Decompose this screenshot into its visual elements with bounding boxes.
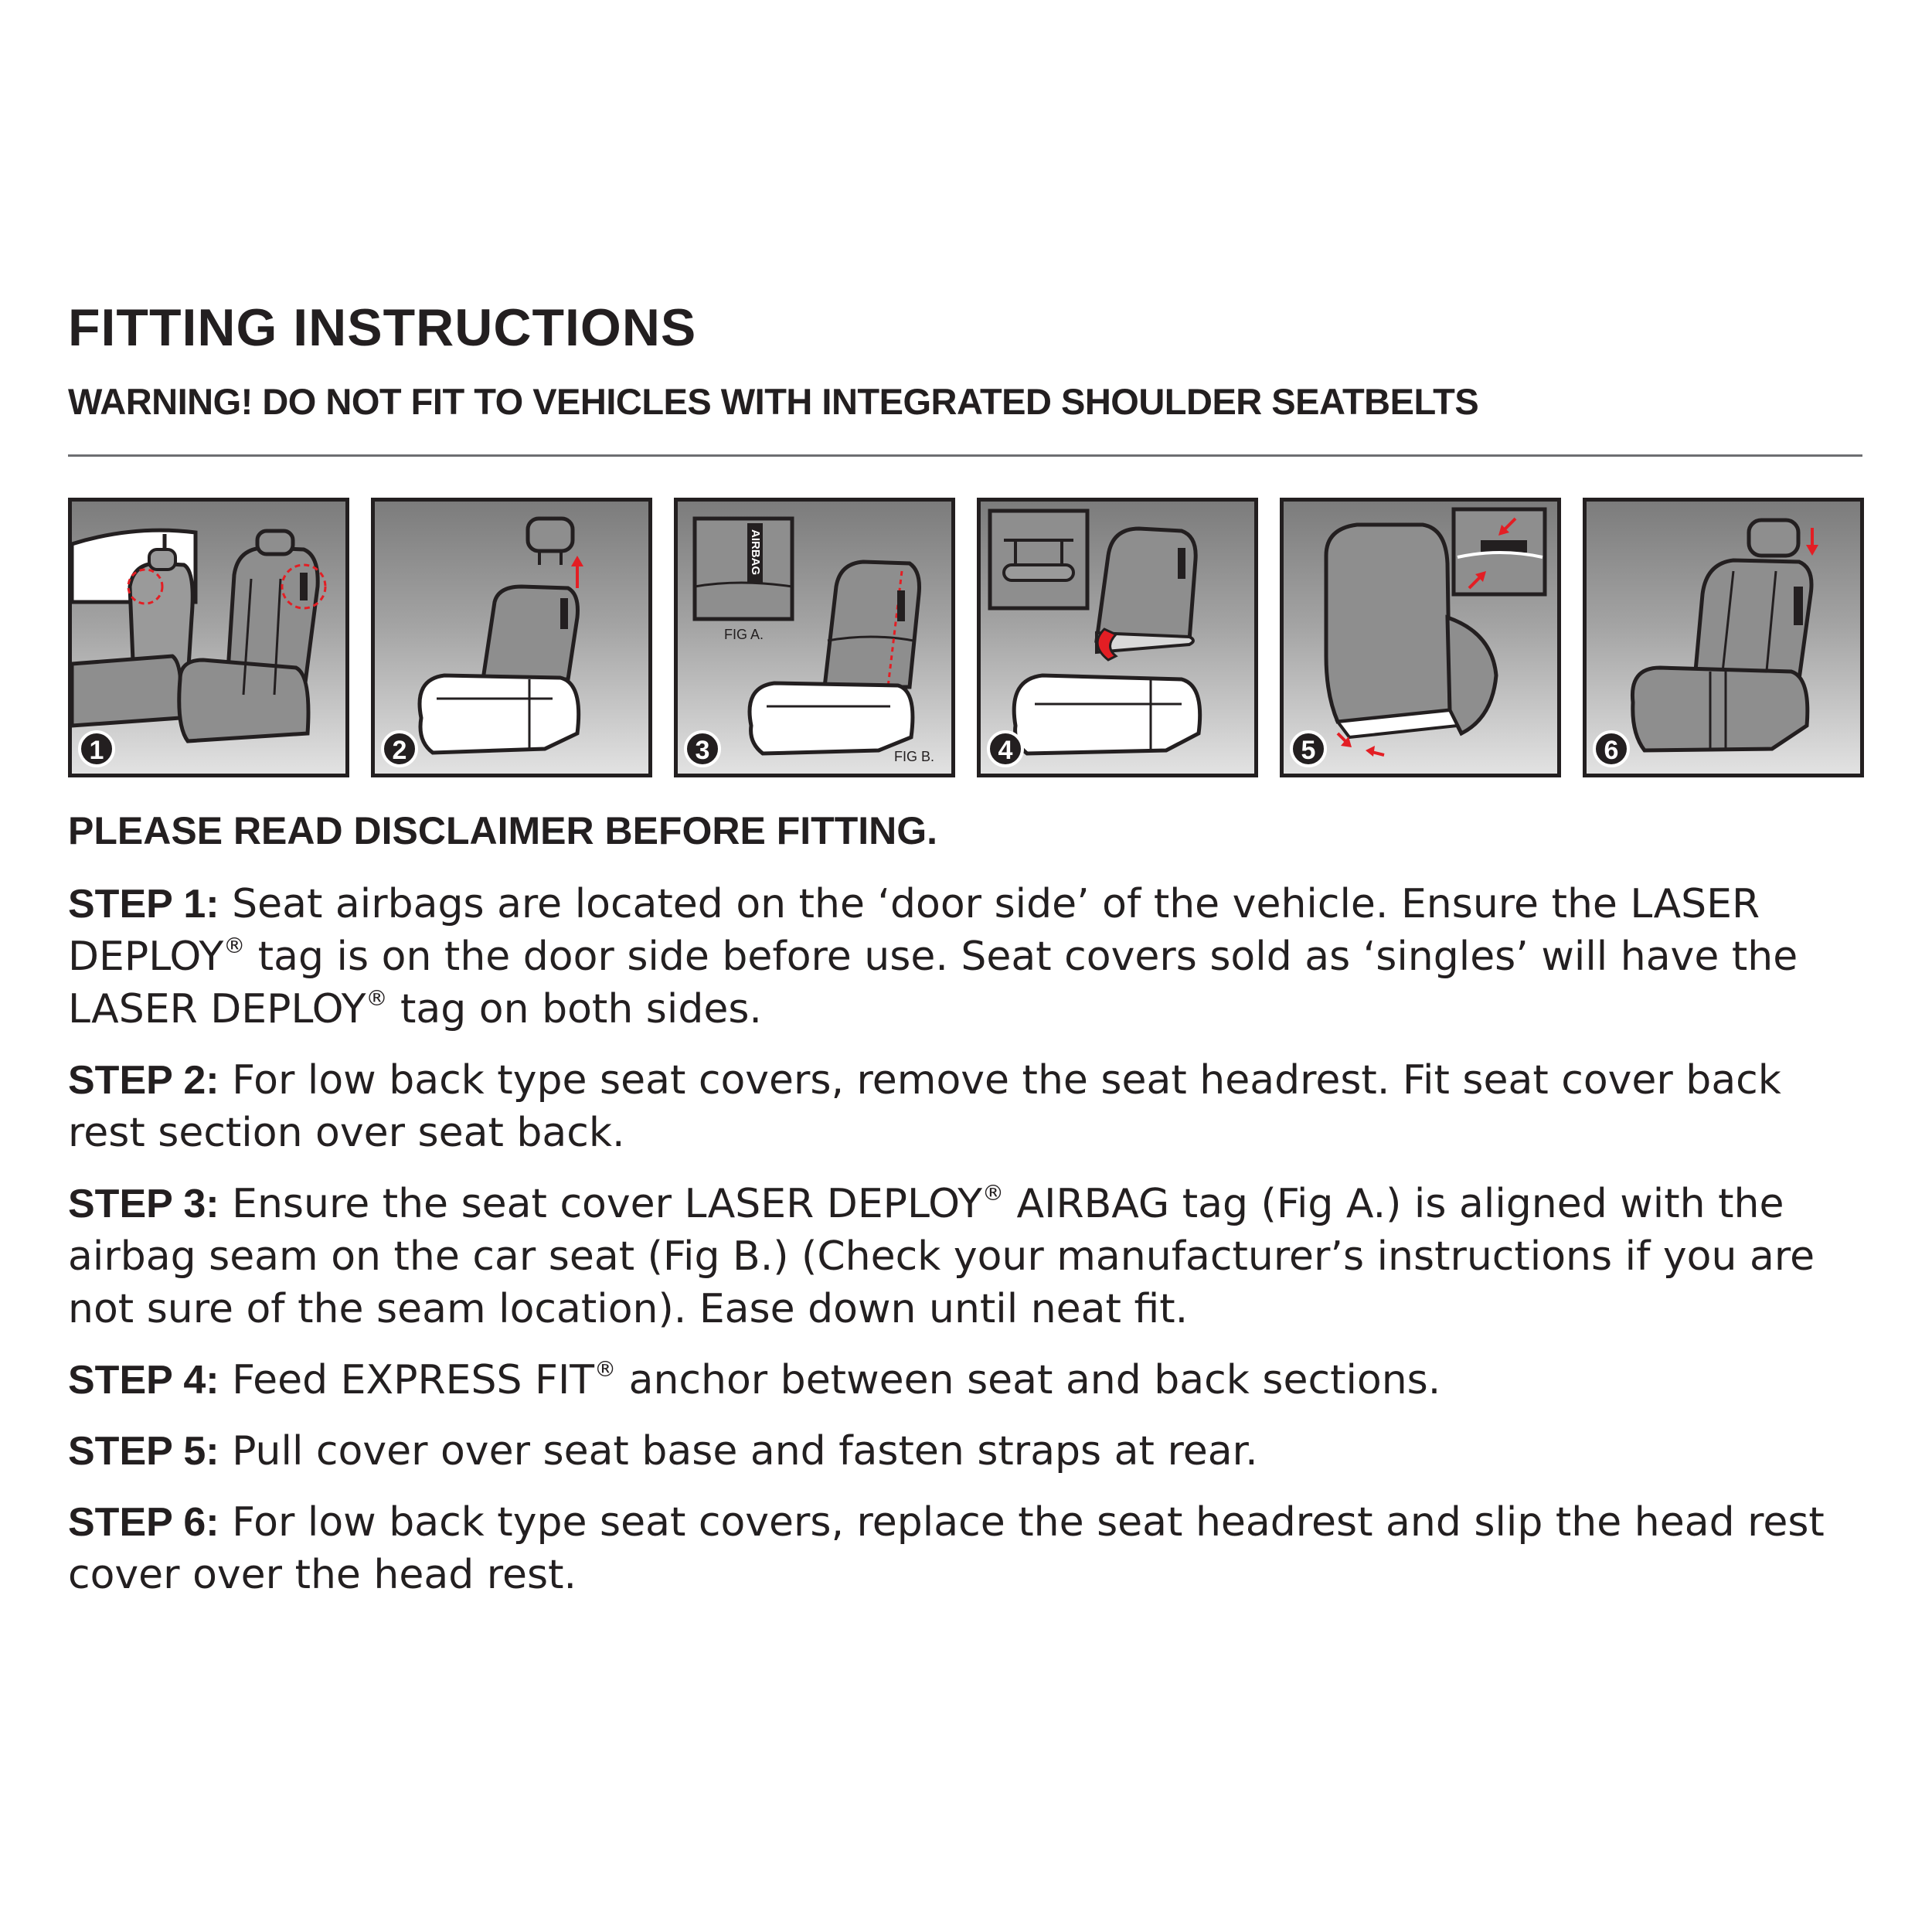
svg-text:6: 6 [1604,736,1619,765]
registered-mark: ® [366,985,388,1011]
step-3: STEP 3: Ensure the seat cover LASER DEPLOY® AIRBAG tag (Fig A.) is aligned with the airbag seam on the car seat (Fig B.) (Check your manufacturer’s instructions if you are not sure of the seam location). Ease down until neat fit. [68,1180,1815,1332]
svg-text:FIG A.: FIG A. [724,627,764,642]
svg-text:FIG B.: FIG B. [894,749,935,764]
step-label: STEP 4: [68,1358,219,1403]
svg-text:4: 4 [998,736,1013,765]
panel-5-illustration [1280,498,1561,777]
step-label: STEP 2: [68,1058,219,1103]
registered-mark: ® [223,933,246,958]
anchor-inset [990,511,1087,608]
step-1: STEP 1: Seat airbags are located on the ‘door side’ of the vehicle. Ensure the LASER DEPLOY® tag is on the door side before use. Seat covers sold as ‘singles’ will have the LASER DEPLOY® tag on both sides. [68,881,1798,1032]
step-2: STEP 2: For low back type seat covers, remove the seat headrest. Fit seat cover back rest section over seat back. [68,1057,1781,1156]
panel-1-illustration [68,498,349,777]
fig-a-inset [695,519,792,619]
warning-text: WARNING! DO NOT FIT TO VEHICLES WITH INTEGRATED SHOULDER SEATBELTS [68,381,1479,422]
registered-mark: ® [982,1180,1005,1206]
headrest [528,519,573,551]
step-6: STEP 6: For low back type seat covers, replace the seat headrest and slip the head rest cover over the head rest. [68,1499,1825,1598]
disclaimer-text: PLEASE READ DISCLAIMER BEFORE FITTING. [68,809,938,852]
svg-text:5: 5 [1301,736,1316,765]
step-label: STEP 6: [68,1500,219,1545]
svg-text:2: 2 [392,736,407,765]
svg-text:AIRBAG: AIRBAG [749,529,762,576]
page-title: FITTING INSTRUCTIONS [68,298,697,357]
step-5: STEP 5: Pull cover over seat base and fasten straps at rear. [68,1428,1258,1475]
panel-6-illustration [1583,498,1864,777]
seat-back-rear [1326,525,1450,722]
step-4: STEP 4: Feed EXPRESS FIT® anchor between seat and back sections. [68,1356,1441,1403]
step-label: STEP 3: [68,1182,219,1226]
svg-text:3: 3 [695,736,710,765]
illustration-strip [68,498,1862,781]
panel-3-illustration [674,498,955,777]
anchor-bar [1004,565,1073,580]
steps-list [68,878,1869,1620]
divider [68,454,1862,457]
step-label: STEP 5: [68,1429,219,1474]
registered-mark: ® [594,1356,617,1382]
step-label: STEP 1: [68,882,219,927]
svg-text:1: 1 [89,736,104,765]
panel-2-illustration [371,498,652,777]
panel-4-illustration [977,498,1258,777]
headrest [1749,520,1798,556]
